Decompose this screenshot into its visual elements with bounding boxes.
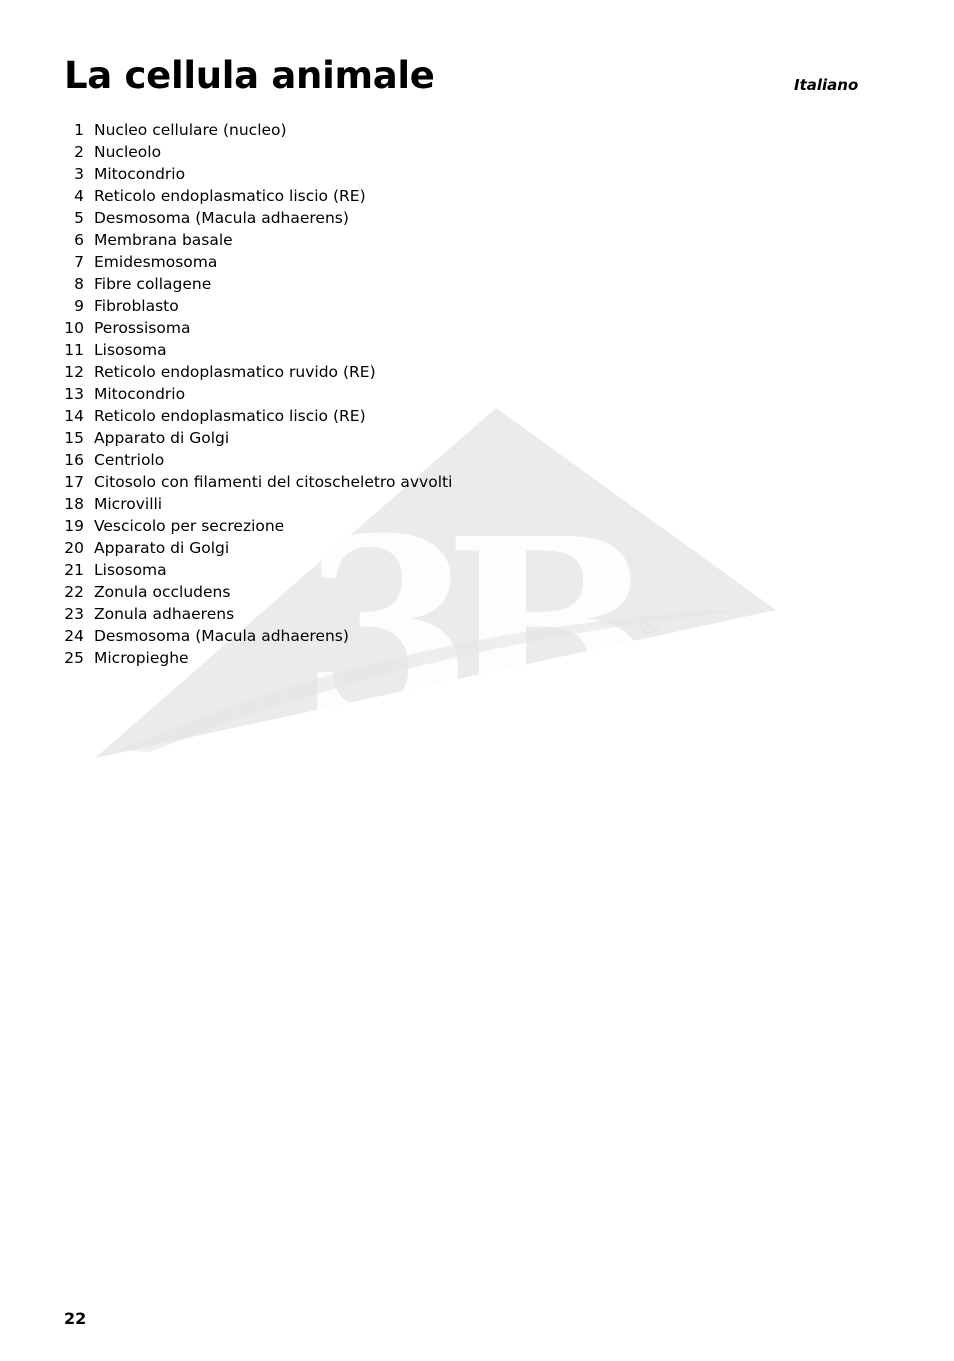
legend-label: Perossisoma: [94, 319, 191, 337]
legend-label: Apparato di Golgi: [94, 539, 230, 557]
svg-text:3B: 3B: [300, 483, 626, 777]
legend-label: Zonula occludens: [94, 583, 231, 601]
legend-item: [60, 559, 452, 581]
legend-label: Reticolo endoplasmatico liscio (RE): [94, 407, 366, 425]
legend-list: [60, 119, 452, 669]
legend-number: 16: [64, 451, 84, 469]
legend-item: [60, 141, 452, 163]
legend-number: 3: [74, 165, 84, 183]
legend-label: Fibre collagene: [94, 275, 212, 293]
legend-number: 10: [64, 319, 84, 337]
legend-item: [60, 625, 452, 647]
legend-label: Mitocondrio: [94, 165, 186, 183]
legend-number: 9: [74, 297, 84, 315]
legend-item: [60, 647, 452, 669]
legend-item: [60, 361, 452, 383]
legend-item: [60, 405, 452, 427]
legend-number: 22: [64, 583, 84, 601]
legend-label: Microvilli: [94, 495, 163, 513]
legend-label: Vescicolo per secrezione: [94, 517, 285, 535]
legend-number: 13: [64, 385, 84, 403]
legend-item: [60, 273, 452, 295]
legend-label: Emidesmosoma: [94, 253, 218, 271]
legend-number: 21: [64, 561, 84, 579]
legend-label: Nucleo cellulare (nucleo): [94, 121, 287, 139]
page-number: 22: [64, 1309, 87, 1328]
legend-number: 25: [64, 649, 84, 667]
legend-number: 19: [64, 517, 84, 535]
legend-label: Reticolo endoplasmatico liscio (RE): [94, 187, 366, 205]
registered-trademark-icon: ®: [636, 611, 662, 641]
legend-label: Citosolo con filamenti del citoscheletro avvolti: [94, 473, 453, 491]
legend-number: 24: [64, 627, 84, 645]
legend-label: Membrana basale: [94, 231, 233, 249]
legend-label: Centriolo: [94, 451, 165, 469]
legend-item: [60, 449, 452, 471]
legend-number: 23: [64, 605, 84, 623]
legend-number: 18: [64, 495, 84, 513]
legend-number: 4: [74, 187, 84, 205]
legend-number: 5: [74, 209, 84, 227]
legend-item: [60, 163, 452, 185]
legend-item: [60, 119, 452, 141]
legend-number: 8: [74, 275, 84, 293]
legend-label: Reticolo endoplasmatico ruvido (RE): [94, 363, 376, 381]
legend-item: [60, 295, 452, 317]
legend-item: [60, 471, 452, 493]
legend-label: Lisosoma: [94, 341, 167, 359]
legend-item: [60, 185, 452, 207]
legend-item: [60, 515, 452, 537]
legend-number: 11: [64, 341, 84, 359]
language-label: Italiano: [794, 76, 859, 94]
legend-item: [60, 581, 452, 603]
legend-label: Desmosoma (Macula adhaerens): [94, 627, 349, 645]
legend-number: 17: [64, 473, 84, 491]
legend-label: Desmosoma (Macula adhaerens): [94, 209, 349, 227]
legend-number: 1: [74, 121, 84, 139]
legend-item: [60, 603, 452, 625]
legend-item: [60, 207, 452, 229]
legend-item: [60, 427, 452, 449]
page-title: La cellula animale: [64, 54, 435, 97]
legend-label: Zonula adhaerens: [94, 605, 235, 623]
legend-number: 2: [74, 143, 84, 161]
legend-number: 12: [64, 363, 84, 381]
legend-item: [60, 339, 452, 361]
legend-label: Nucleolo: [94, 143, 162, 161]
legend-number: 6: [74, 231, 84, 249]
legend-label: Fibroblasto: [94, 297, 179, 315]
legend-label: Mitocondrio: [94, 385, 186, 403]
legend-number: 20: [64, 539, 84, 557]
legend-item: [60, 537, 452, 559]
legend-item: [60, 383, 452, 405]
legend-item: [60, 251, 452, 273]
legend-number: 15: [64, 429, 84, 447]
legend-label: Micropieghe: [94, 649, 189, 667]
legend-item: [60, 493, 452, 515]
legend-label: Apparato di Golgi: [94, 429, 230, 447]
legend-number: 7: [74, 253, 84, 271]
legend-number: 14: [64, 407, 84, 425]
legend-label: Lisosoma: [94, 561, 167, 579]
legend-item: [60, 317, 452, 339]
legend-item: [60, 229, 452, 251]
